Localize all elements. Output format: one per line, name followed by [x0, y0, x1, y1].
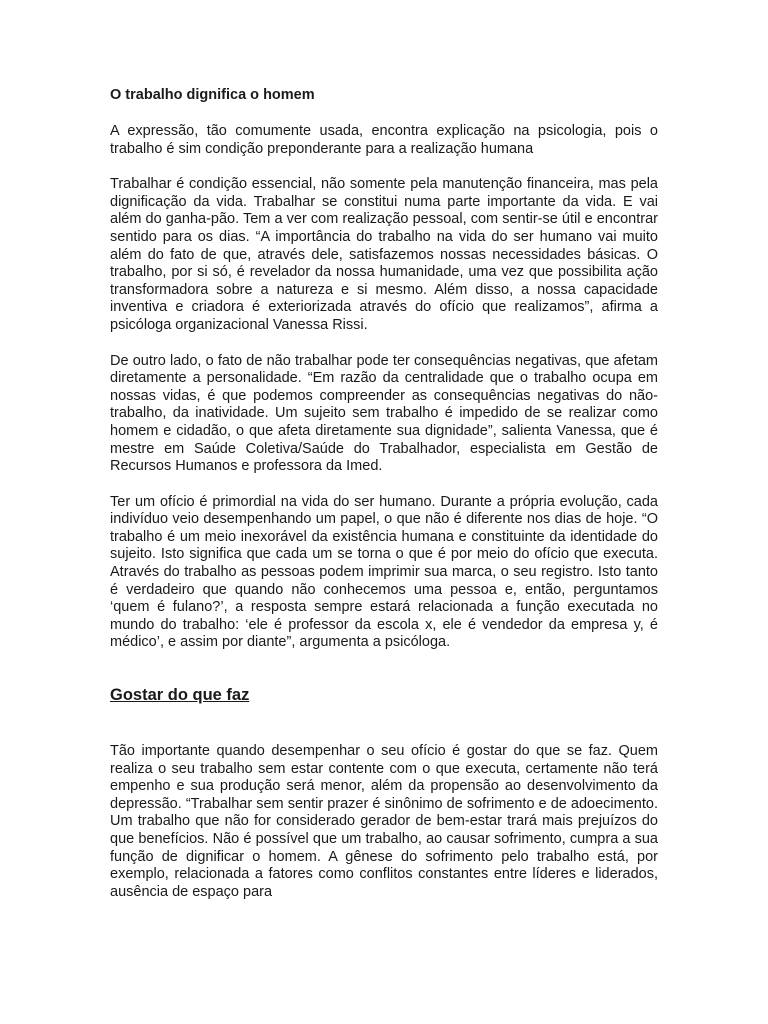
- paragraph-intro: A expressão, tão comumente usada, encontra explicação na psicologia, pois o trabalho é sim condição preponderante para a realização humana: [110, 123, 658, 157]
- paragraph-enjoy-work: Tão importante quando desempenhar o seu ofício é gostar do que se faz. Quem realiza o seu trabalho sem estar contente com o que executa, certamente não terá empenho e sua produção será menor, além da propensão ao desenvolvimento da depressão. “Trabalhar sem sentir prazer é sinônimo de sofrimento e de adoecimento. Um trabalho que não for considerado gerador de bem-estar trará mais prejuízos do que benefícios. Não é possível que um trabalho, ao causar sofrimento, cumpra a sua função de dignificar o homem. A gênese do sofrimento pelo trabalho está, por exemplo, relacionada a fatores como conflitos constantes entre líderes e liderados, ausência de espaço para: [110, 743, 658, 900]
- section-heading: Gostar do que faz: [110, 686, 250, 705]
- paragraph-having-a-trade: Ter um ofício é primordial na vida do ser humano. Durante a própria evolução, cada indivíduo veio desempenhando um papel, o que não é diferente nos dias de hoje. “O trabalho é um meio inexorável da existência humana e constituinte da identidade do sujeito. Isto significa que cada um se torna o que é por meio do ofício que executa. Através do trabalho as pessoas podem imprimir sua marca, o seu registro. Isto tanto é verdadeiro que quando não conhecemos uma pessoa e, então, perguntamos ‘quem é fulano?’, a resposta sempre estará relacionada a função executada no mundo do trabalho: ‘ele é professor da escola x, ele é vendedor da empresa y, é médico’, e assim por diante”, argumenta a psicóloga.: [110, 493, 658, 651]
- document-title: O trabalho dignifica o homem: [110, 87, 315, 103]
- paragraph-not-working: De outro lado, o fato de não trabalhar pode ter consequências negativas, que afetam diretamente a personalidade. “Em razão da centralidade que o trabalho ocupa em nossas vidas, é que podemos compreender as consequências negativas do não-trabalho, da inatividade. Um sujeito sem trabalho é impedido de se realizar como homem e cidadão, o que afeta diretamente sua dignidade”, salienta Vanessa, que é mestre em Saúde Coletiva/Saúde do Trabalhador, especialista em Gestão de Recursos Humanos e professora da Imed.: [110, 352, 658, 475]
- paragraph-work-essential: Trabalhar é condição essencial, não somente pela manutenção financeira, mas pela dignificação da vida. Trabalhar se constitui numa parte importante da vida. E vai além do ganha-pão. Tem a ver com realização pessoal, com sentir-se útil e encontrar sentido para os dias. “A importância do trabalho na vida do ser humano vai muito além do fato de que, através dele, satisfazemos nossas necessidades básicas. O trabalho, por si só, é revelador da nossa humanidade, uma vez que possibilita ação transformadora sobre a natureza e si mesmo. Além disso, a nossa capacidade inventiva e criadora é exteriorizada através do ofício que realizamos”, afirma a psicóloga organizacional Vanessa Rissi.: [110, 176, 658, 333]
